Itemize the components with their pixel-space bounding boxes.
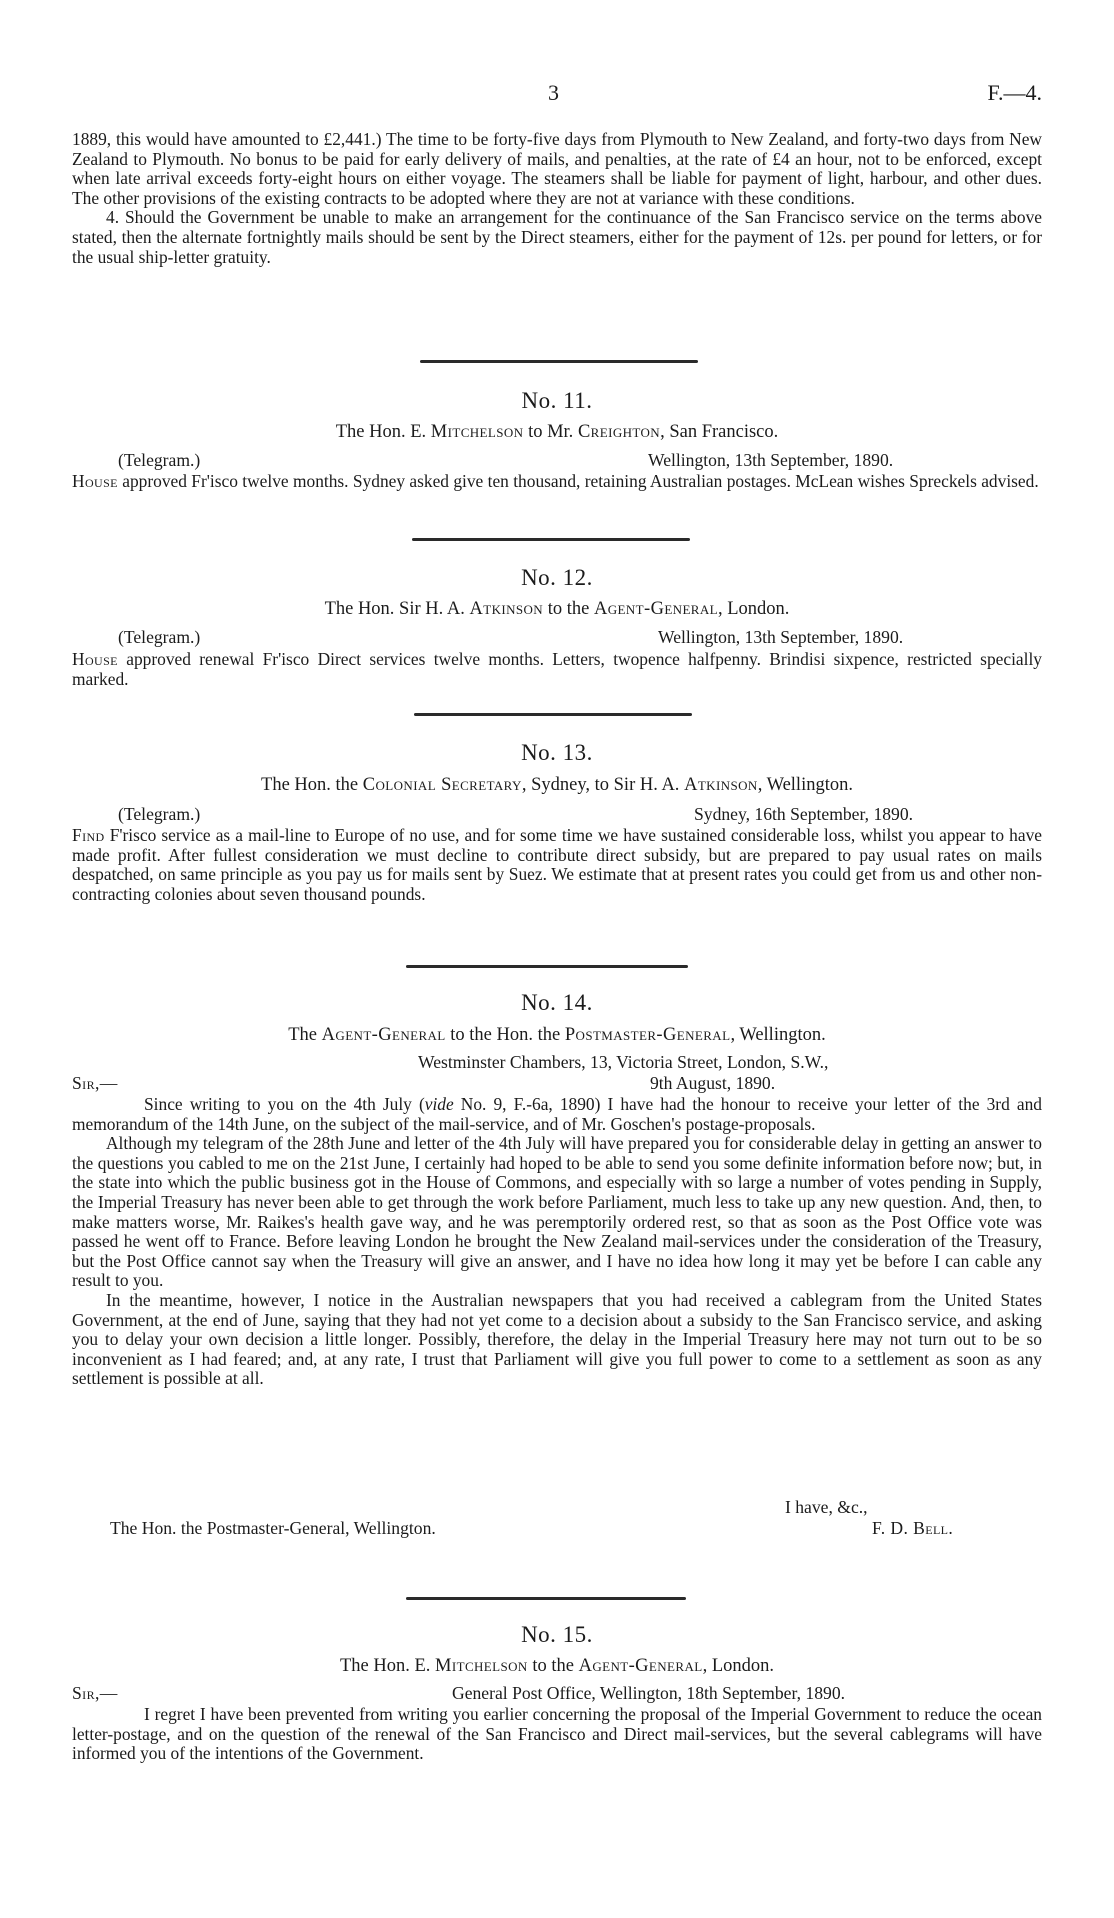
- letter-number-15: No. 15.: [521, 1622, 593, 1647]
- intro-paragraph-1: 1889, this would have amounted to £2,441.) The time to be forty-five days from Plymouth to New Zealand, and forty-two days from New Zealand to Plymouth. No bonus to be paid for early delivery of mails, and penalties, at the rate of £4 an hour, not to be enforced, except when late arrival exceeds forty-eight hours on either voyage. The steamers shall be liable for payment of light, harbour, and other dues. The other provisions of the existing contracts to be adopted where they are not at variance with these conditions.: [72, 129, 1042, 208]
- letter-12-body: House approved renewal Fr'isco Direct services twelve months. Letters, twopence halfpenny. Brindisi sixpence, restricted specially marked.: [72, 649, 1042, 689]
- letter-number-11: No. 11.: [521, 388, 593, 413]
- letter-14-date: 9th August, 1890.: [650, 1073, 776, 1093]
- letter-15-dateline: General Post Office, Wellington, 18th September, 1890.: [452, 1683, 846, 1703]
- letter-11-kind: (Telegram.): [118, 450, 201, 470]
- letter-14-paragraph-1: Since writing to you on the 4th July (vide No. 9, F.-6a, 1890) I have had the honour to receive your letter of the 3rd and memorandum of the 14th June, on the subject of the mail-service, and of Mr. Goschen's postage-proposals.: [72, 1094, 1042, 1134]
- page-number: 3: [548, 80, 559, 105]
- letter-number-13: No. 13.: [521, 740, 593, 765]
- letter-14-body: [72, 1095, 1042, 1389]
- letter-14-signature: F. D. Bell.: [872, 1518, 954, 1538]
- letter-13-first-word: Find: [72, 825, 105, 845]
- letter-11-first-word: House: [72, 471, 118, 491]
- letter-14-address: Westminster Chambers, 13, Victoria Street, London, S.W.,: [418, 1052, 829, 1072]
- letter-14-addressee: The Hon. the Postmaster-General, Wellington.: [110, 1518, 436, 1538]
- letter-12-dateline: Wellington, 13th September, 1890.: [658, 627, 904, 647]
- intro-section: [72, 130, 1042, 267]
- divider-rule: [420, 360, 698, 363]
- divider-rule: [406, 965, 688, 968]
- divider-rule: [414, 713, 692, 716]
- letter-14-paragraph-3: In the meantime, however, I notice in the Australian newspapers that you had received a cablegram from the United States Government, at the end of June, saying that they had not yet come to a decision about a subsidy to the San Francisco service, and asking you to delay your own decision a little longer. Possibly, therefore, the delay in the Imperial Treasury here may not turn out to be so inconvenient as I had feared; and, at any rate, I trust that Parliament will give you full power to come to a settlement as soon as any settlement is possible at all.: [72, 1289, 1042, 1389]
- letter-14-paragraph-2: Although my telegram of the 28th June and letter of the 4th July will have prepared you for considerable delay in getting an answer to the questions you cabled to me on the 21st June, I certainly had hoped to be able to send you some definite information before now; but, in the state into which the public business got in the House of Commons, and especially with so large a number of votes pending in Supply, the Imperial Treasury has never been able to get through the work before Parliament, much less to take up any new question. And, then, to make matters worse, Mr. Raikes's health gave way, and he was peremptorily ordered rest, so that as soon as the Post Office vote was passed he went off to France. Before leaving London he brought the New Zealand mail-services under the consideration of the Treasury, but the Post Office cannot say when the Treasury will give an answer, and I have no idea how long it may yet be before I can cable any result to you.: [72, 1133, 1042, 1291]
- letter-15-paragraph-1: I regret I have been prevented from writing you earlier concerning the proposal of the Imperial Government to reduce the ocean letter-postage, and on the question of the renewal of the San Francisco and Direct mail-services, but the several cablegrams will have informed you of the intentions of the Government.: [72, 1704, 1042, 1764]
- letter-13-dateline: Sydney, 16th September, 1890.: [694, 804, 914, 824]
- letter-11-body: House approved Fr'isco twelve months. Sydney asked give ten thousand, retaining Australian postages. McLean wishes Spreckels advised.: [72, 471, 1039, 491]
- letter-15-heading: The Hon. E. Mitchelson to the Agent-General, London.: [339, 1656, 775, 1676]
- letter-number-14: No. 14.: [521, 990, 593, 1015]
- letter-13-heading: The Hon. the Colonial Secretary, Sydney, to Sir H. A. Atkinson, Wellington.: [261, 775, 853, 795]
- letter-12-first-word: House: [72, 649, 118, 669]
- letter-15-body: [72, 1705, 1042, 1764]
- letter-14-salutation: Sir,—: [72, 1073, 118, 1093]
- letter-13-kind: (Telegram.): [118, 804, 201, 824]
- letter-11-dateline: Wellington, 13th September, 1890.: [648, 450, 894, 470]
- letter-14-heading: The Agent-General to the Hon. the Postmaster-General, Wellington.: [288, 1025, 826, 1045]
- divider-rule: [412, 538, 690, 541]
- letter-14-closing: I have, &c.,: [785, 1497, 868, 1517]
- letter-13-body: Find F'risco service as a mail-line to Europe of no use, and for some time we have sustained considerable loss, whilst you appear to have made profit. After fullest consideration we must decline to contribute direct subsidy, but are prepared to pay usual rates on mails despatched, on same principle as you pay us for mails sent by Suez. We estimate that at present rates you could get from us and other non-contracting colonies about seven thousand pounds.: [72, 825, 1042, 904]
- letter-11-heading: The Hon. E. Mitchelson to Mr. Creighton, San Francisco.: [335, 422, 779, 442]
- letter-number-12: No. 12.: [521, 565, 593, 590]
- divider-rule: [406, 1597, 686, 1600]
- document-reference: F.—4.: [987, 80, 1042, 105]
- letter-12-heading: The Hon. Sir H. A. Atkinson to the Agent-General, London.: [324, 599, 790, 619]
- letter-12-kind: (Telegram.): [118, 627, 201, 647]
- intro-paragraph-2: 4. Should the Government be unable to make an arrangement for the continuance of the San Francisco service on the terms above stated, then the alternate fortnightly mails should be sent by the Direct steamers, either for the payment of 12s. per pound for letters, or for the usual ship-letter gratuity.: [72, 207, 1042, 267]
- letter-15-salutation: Sir,—: [72, 1683, 118, 1703]
